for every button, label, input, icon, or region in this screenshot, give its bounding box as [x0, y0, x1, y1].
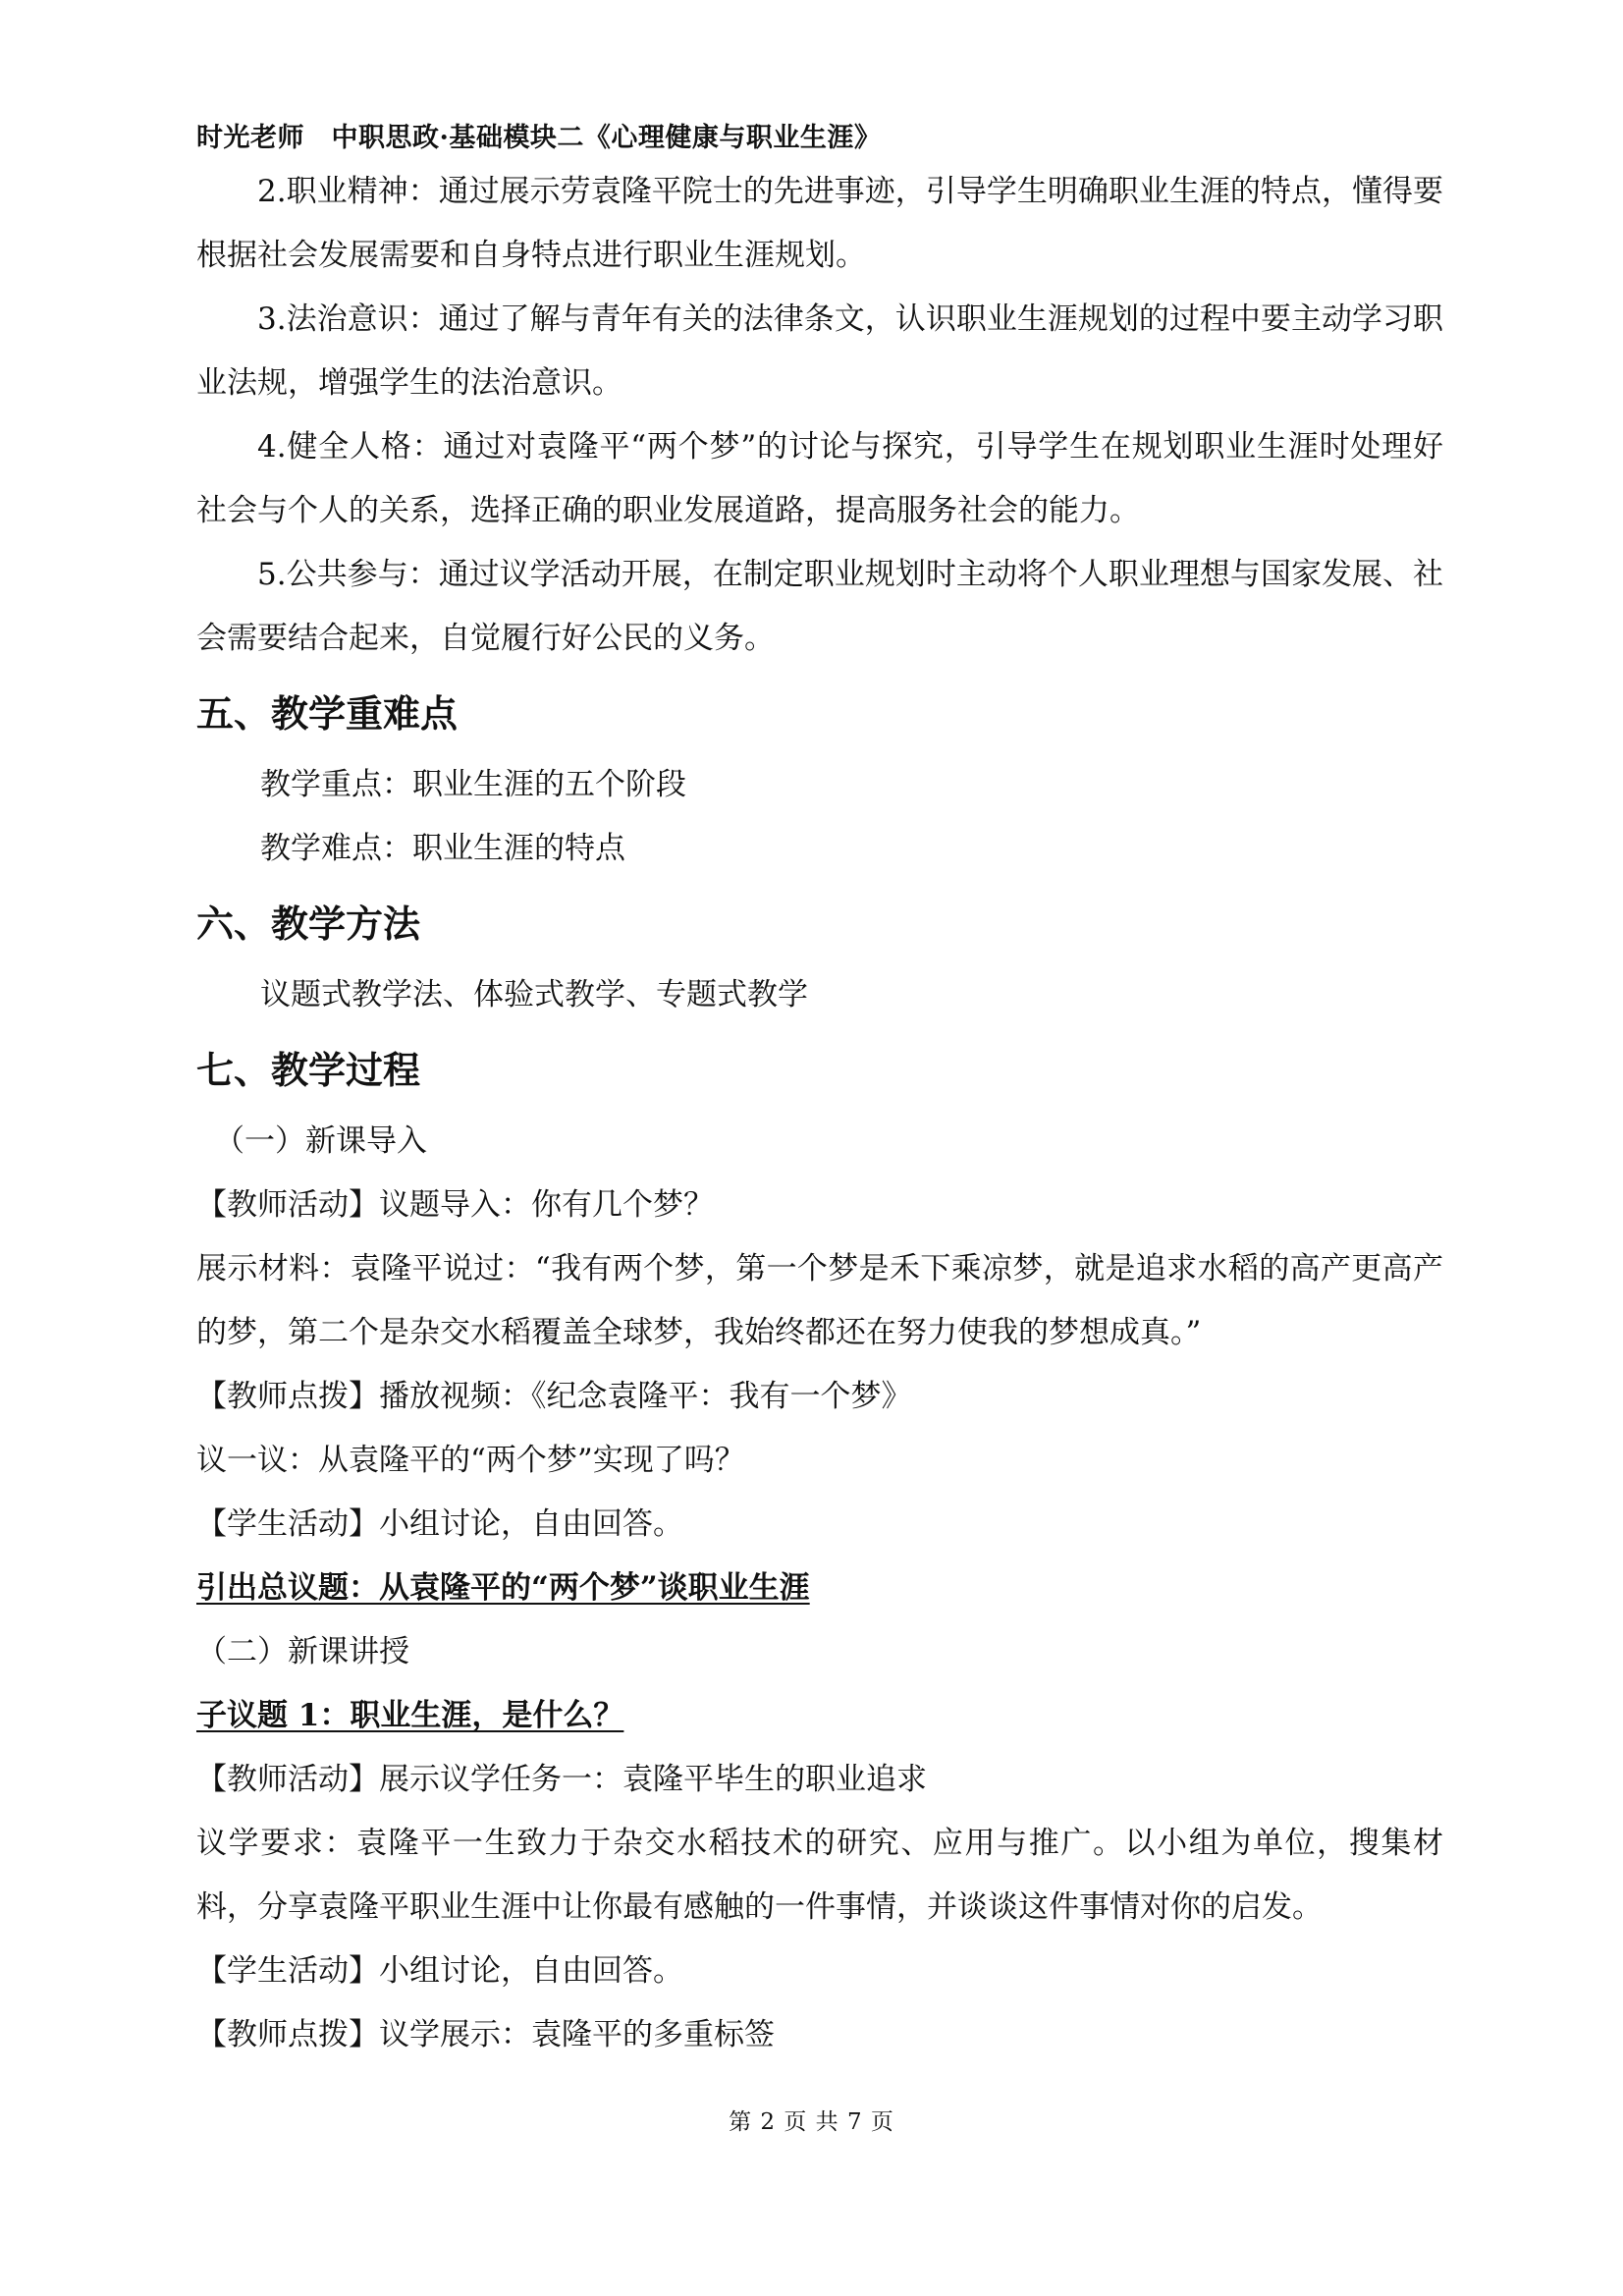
objective-5: 5.公共参与：通过议学活动开展，在制定职业规划时主动将个人职业理想与国家发展、社会需要结合起来，自觉履行好公民的义务。	[196, 557, 1443, 656]
page-number: 第 2 页 共 7 页	[729, 2109, 894, 2135]
student-activity-1: 【学生活动】小组讨论，自由回答。	[196, 1506, 683, 1542]
teacher-activity-2: 【教师活动】展示议学任务一：袁隆平毕生的职业追求	[196, 1762, 927, 1797]
page-header: 时光老师 中职思政·基础模块二《心理健康与职业生涯》	[196, 123, 882, 153]
discussion-question: 议一议：从袁隆平的“两个梦”实现了吗？	[196, 1443, 745, 1478]
teacher-guide-1: 【教师点拨】播放视频：《纪念袁隆平：我有一个梦》	[196, 1379, 912, 1414]
discussion-requirement: 议学要求：袁隆平一生致力于杂交水稻技术的研究、应用与推广。以小组为单位，搜集材料，分享袁隆平职业生涯中让你最有感触的一件事情，并谈谈这件事情对你的启发。	[196, 1826, 1443, 1925]
section-6-heading: 六、教学方法	[196, 902, 421, 946]
objective-4: 4.健全人格：通过对袁隆平“两个梦”的讨论与探究，引导学生在规划职业生涯时处理好社会与个人的关系，选择正确的职业发展道路，提高服务社会的能力。	[196, 429, 1443, 528]
teaching-difficulty: 教学难点：职业生涯的特点	[260, 831, 625, 866]
teacher-guide-2: 【教师点拨】议学展示：袁隆平的多重标签	[196, 2017, 775, 2052]
material-quote: 展示材料：袁隆平说过：“我有两个梦，第一个梦是禾下乘凉梦，就是追求水稻的高产更高产的梦，第二个是杂交水稻覆盖全球梦，我始终都还在努力使我的梦想成真。”	[196, 1251, 1443, 1350]
objective-3: 3.法治意识：通过了解与青年有关的法律条文，认识职业生涯规划的过程中要主动学习职业法规，增强学生的法治意识。	[196, 301, 1443, 401]
teacher-activity-1: 【教师活动】议题导入：你有几个梦？	[196, 1187, 714, 1223]
subtopic-1: 子议题 1：职业生涯，是什么？	[196, 1698, 624, 1733]
document-body	[196, 160, 1443, 2067]
main-topic: 引出总议题：从袁隆平的“两个梦”谈职业生涯	[196, 1570, 810, 1606]
part-2-heading: （二）新课讲授	[196, 1634, 409, 1669]
objective-2: 2.职业精神：通过展示劳袁隆平院士的先进事迹，引导学生明确职业生涯的特点，懂得要根据社会发展需要和自身特点进行职业生涯规划。	[196, 174, 1443, 273]
teaching-methods: 议题式教学法、体验式教学、专题式教学	[260, 977, 808, 1012]
section-5-heading: 五、教学重难点	[196, 692, 459, 736]
student-activity-2: 【学生活动】小组讨论，自由回答。	[196, 1953, 683, 1989]
part-1-heading: （一）新课导入	[214, 1123, 427, 1159]
teaching-key-point: 教学重点：职业生涯的五个阶段	[260, 767, 686, 802]
section-7-heading: 七、教学过程	[196, 1049, 421, 1092]
